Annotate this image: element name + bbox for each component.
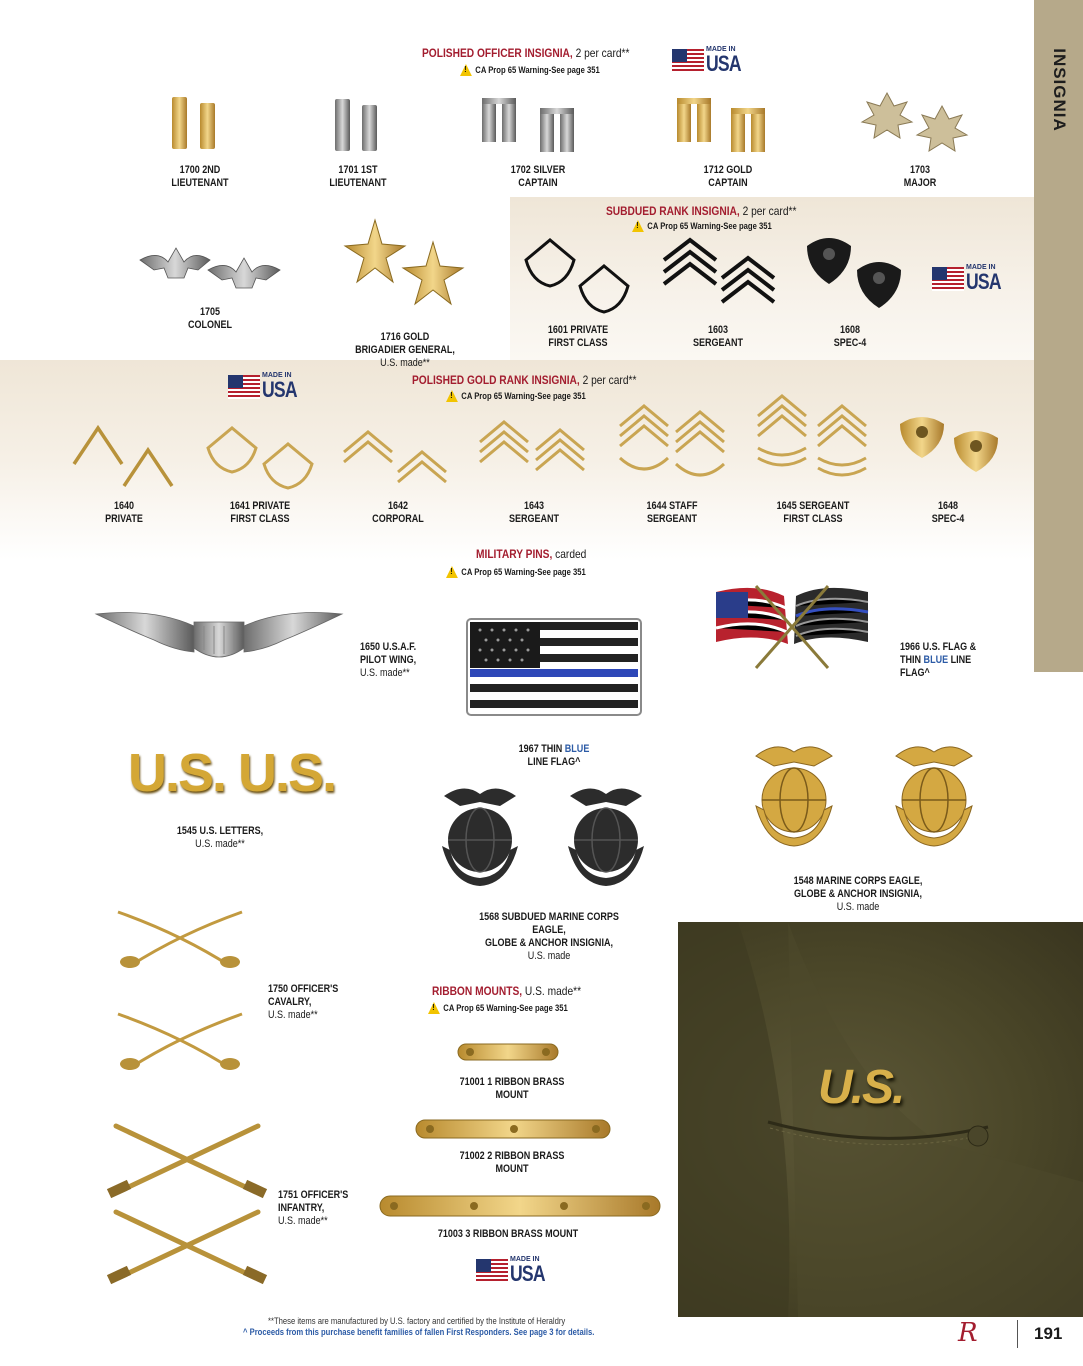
subdued-spec4-image <box>805 234 910 314</box>
item-caption-1966: 1966 U.S. FLAG & THIN BLUE LINE FLAG^ <box>900 641 977 679</box>
gold-private-image <box>72 424 177 494</box>
second-lieutenant-bars-image <box>170 95 230 155</box>
item-caption-71001: 71001 1 RIBBON BRASS MOUNT <box>459 1076 565 1101</box>
gold-sergeant-image <box>478 410 593 490</box>
item-caption-1648: 1648 SPEC-4 <box>931 500 965 525</box>
item-caption-71003: 71003 3 RIBBON BRASS MOUNT <box>437 1228 579 1240</box>
item-caption-1645: 1645 SERGEANT FIRST CLASS <box>776 500 850 525</box>
item-caption-1712: 1712 GOLD CAPTAIN <box>703 164 753 189</box>
item-caption-1640: 1640 PRIVATE <box>105 500 143 525</box>
item-caption-1702: 1702 SILVER CAPTAIN <box>510 164 566 189</box>
page-number: 191 <box>1034 1324 1063 1343</box>
major-oak-leaf-image <box>862 88 977 158</box>
us-flag-icon <box>228 375 260 399</box>
prop65-warning: ! CA Prop 65 Warning-See page 351 <box>446 390 586 402</box>
officer-infantry-image <box>108 1118 268 1288</box>
footnote-first-responders: ^ Proceeds from this purchase benefit families of fallen First Responders. See page 3 for details. <box>243 1327 595 1337</box>
item-caption-1716: 1716 GOLD BRIGADIER GENERAL, U.S. made** <box>355 331 455 369</box>
item-caption-1603: 1603 SERGEANT <box>692 324 744 349</box>
pins-section-title: MILITARY PINS, carded <box>476 547 587 561</box>
officer-section-title: POLISHED OFFICER INSIGNIA, 2 per card** <box>422 46 630 60</box>
gold-captain-bars-image <box>675 96 790 156</box>
ribbon-mount-3-image <box>378 1190 664 1224</box>
us-flag-icon <box>476 1259 508 1283</box>
uniform-lapel-photo <box>678 922 1083 1317</box>
item-caption-1642: 1642 CORPORAL <box>372 500 424 525</box>
item-caption-1705: 1705 COLONEL <box>187 306 233 331</box>
item-caption-1548: 1548 MARINE CORPS EAGLE, GLOBE & ANCHOR INSIGNIA, U.S. made <box>793 875 923 913</box>
warning-icon <box>428 1002 440 1014</box>
us-flag-icon <box>932 267 964 291</box>
silver-captain-bars-image <box>480 96 595 156</box>
pilot-wing-image <box>94 606 344 676</box>
item-caption-1750: 1750 OFFICER'S CAVALRY, U.S. made** <box>268 983 339 1021</box>
brand-logo: R <box>958 1318 978 1348</box>
prop65-warning: ! CA Prop 65 Warning-See page 351 <box>446 566 586 578</box>
item-caption-1644: 1644 STAFF SERGEANT <box>646 500 698 525</box>
officer-cavalry-image <box>110 904 250 1074</box>
gold-sergeant-first-class-image <box>756 390 876 490</box>
item-caption-1701: 1701 1ST LIEUTENANT <box>329 164 387 189</box>
footnote-heraldry: **These items are manufactured by U.S. factory and certified by the Institute of Heraldry <box>268 1316 566 1326</box>
item-caption-1967: 1967 THIN BLUE LINE FLAG^ <box>518 743 590 768</box>
subdued-sergeant-image <box>660 236 785 316</box>
gold-staff-sergeant-image <box>618 400 738 490</box>
crossed-flags-image <box>696 578 886 674</box>
brigadier-general-stars-image <box>345 218 470 308</box>
gold-rank-section-title: POLISHED GOLD RANK INSIGNIA, 2 per card** <box>412 373 637 387</box>
prop65-warning: ! CA Prop 65 Warning-See page 351 <box>632 220 772 232</box>
ribbon-mount-1-image <box>456 1038 562 1068</box>
warning-icon <box>632 220 644 232</box>
warning-icon <box>446 390 458 402</box>
item-caption-1568: 1568 SUBDUED MARINE CORPS EAGLE, GLOBE & ANCHOR INSIGNIA, U.S. made <box>479 911 619 962</box>
side-tab-label: INSIGNIA <box>1049 48 1069 132</box>
ribbon-section-title: RIBBON MOUNTS, U.S. made** <box>432 984 582 998</box>
prop65-warning: ! CA Prop 65 Warning-See page 351 <box>460 64 600 76</box>
us-flag-icon <box>672 49 704 73</box>
us-letters-pin: U.S. <box>818 1061 904 1114</box>
item-caption-1608: 1608 SPEC-4 <box>833 324 867 349</box>
subdued-section-title: SUBDUED RANK INSIGNIA, 2 per card** <box>606 204 797 218</box>
item-caption-1703: 1703 MAJOR <box>903 164 937 189</box>
thin-blue-line-flag-image <box>466 618 642 718</box>
made-in-usa-badge: MADE IN USA <box>932 264 1009 293</box>
gold-corporal-image <box>342 424 457 494</box>
item-caption-1545: 1545 U.S. LETTERS, U.S. made** <box>176 825 264 850</box>
footer-divider <box>1017 1320 1018 1348</box>
made-in-usa-badge: MADE IN USA <box>228 372 305 401</box>
item-caption-1751: 1751 OFFICER'S INFANTRY, U.S. made** <box>278 1189 349 1227</box>
made-in-usa-badge: MADE IN USA <box>476 1256 553 1285</box>
made-in-usa-badge: MADE IN USA <box>672 46 749 75</box>
subdued-ega-image <box>424 776 664 896</box>
colonel-eagle-image <box>138 242 283 292</box>
warning-icon <box>446 566 458 578</box>
subdued-pfc-image <box>522 236 634 316</box>
gold-spec4-image <box>898 412 1013 492</box>
gold-ega-image <box>736 734 996 854</box>
us-letters-image: U.S. U.S. <box>128 743 336 803</box>
warning-icon <box>460 64 472 76</box>
prop65-warning: ! CA Prop 65 Warning-See page 351 <box>428 1002 568 1014</box>
ribbon-mount-2-image <box>414 1114 614 1146</box>
item-caption-1700: 1700 2ND LIEUTENANT <box>171 164 229 189</box>
first-lieutenant-bars-image <box>333 97 393 157</box>
item-caption-1643: 1643 SERGEANT <box>508 500 560 525</box>
item-caption-1650: 1650 U.S.A.F. PILOT WING, U.S. made** <box>360 641 417 679</box>
item-caption-71002: 71002 2 RIBBON BRASS MOUNT <box>459 1150 565 1175</box>
gold-pfc-image <box>204 424 329 494</box>
item-caption-1641: 1641 PRIVATE FIRST CLASS <box>229 500 291 525</box>
item-caption-1601: 1601 PRIVATE FIRST CLASS <box>547 324 609 349</box>
